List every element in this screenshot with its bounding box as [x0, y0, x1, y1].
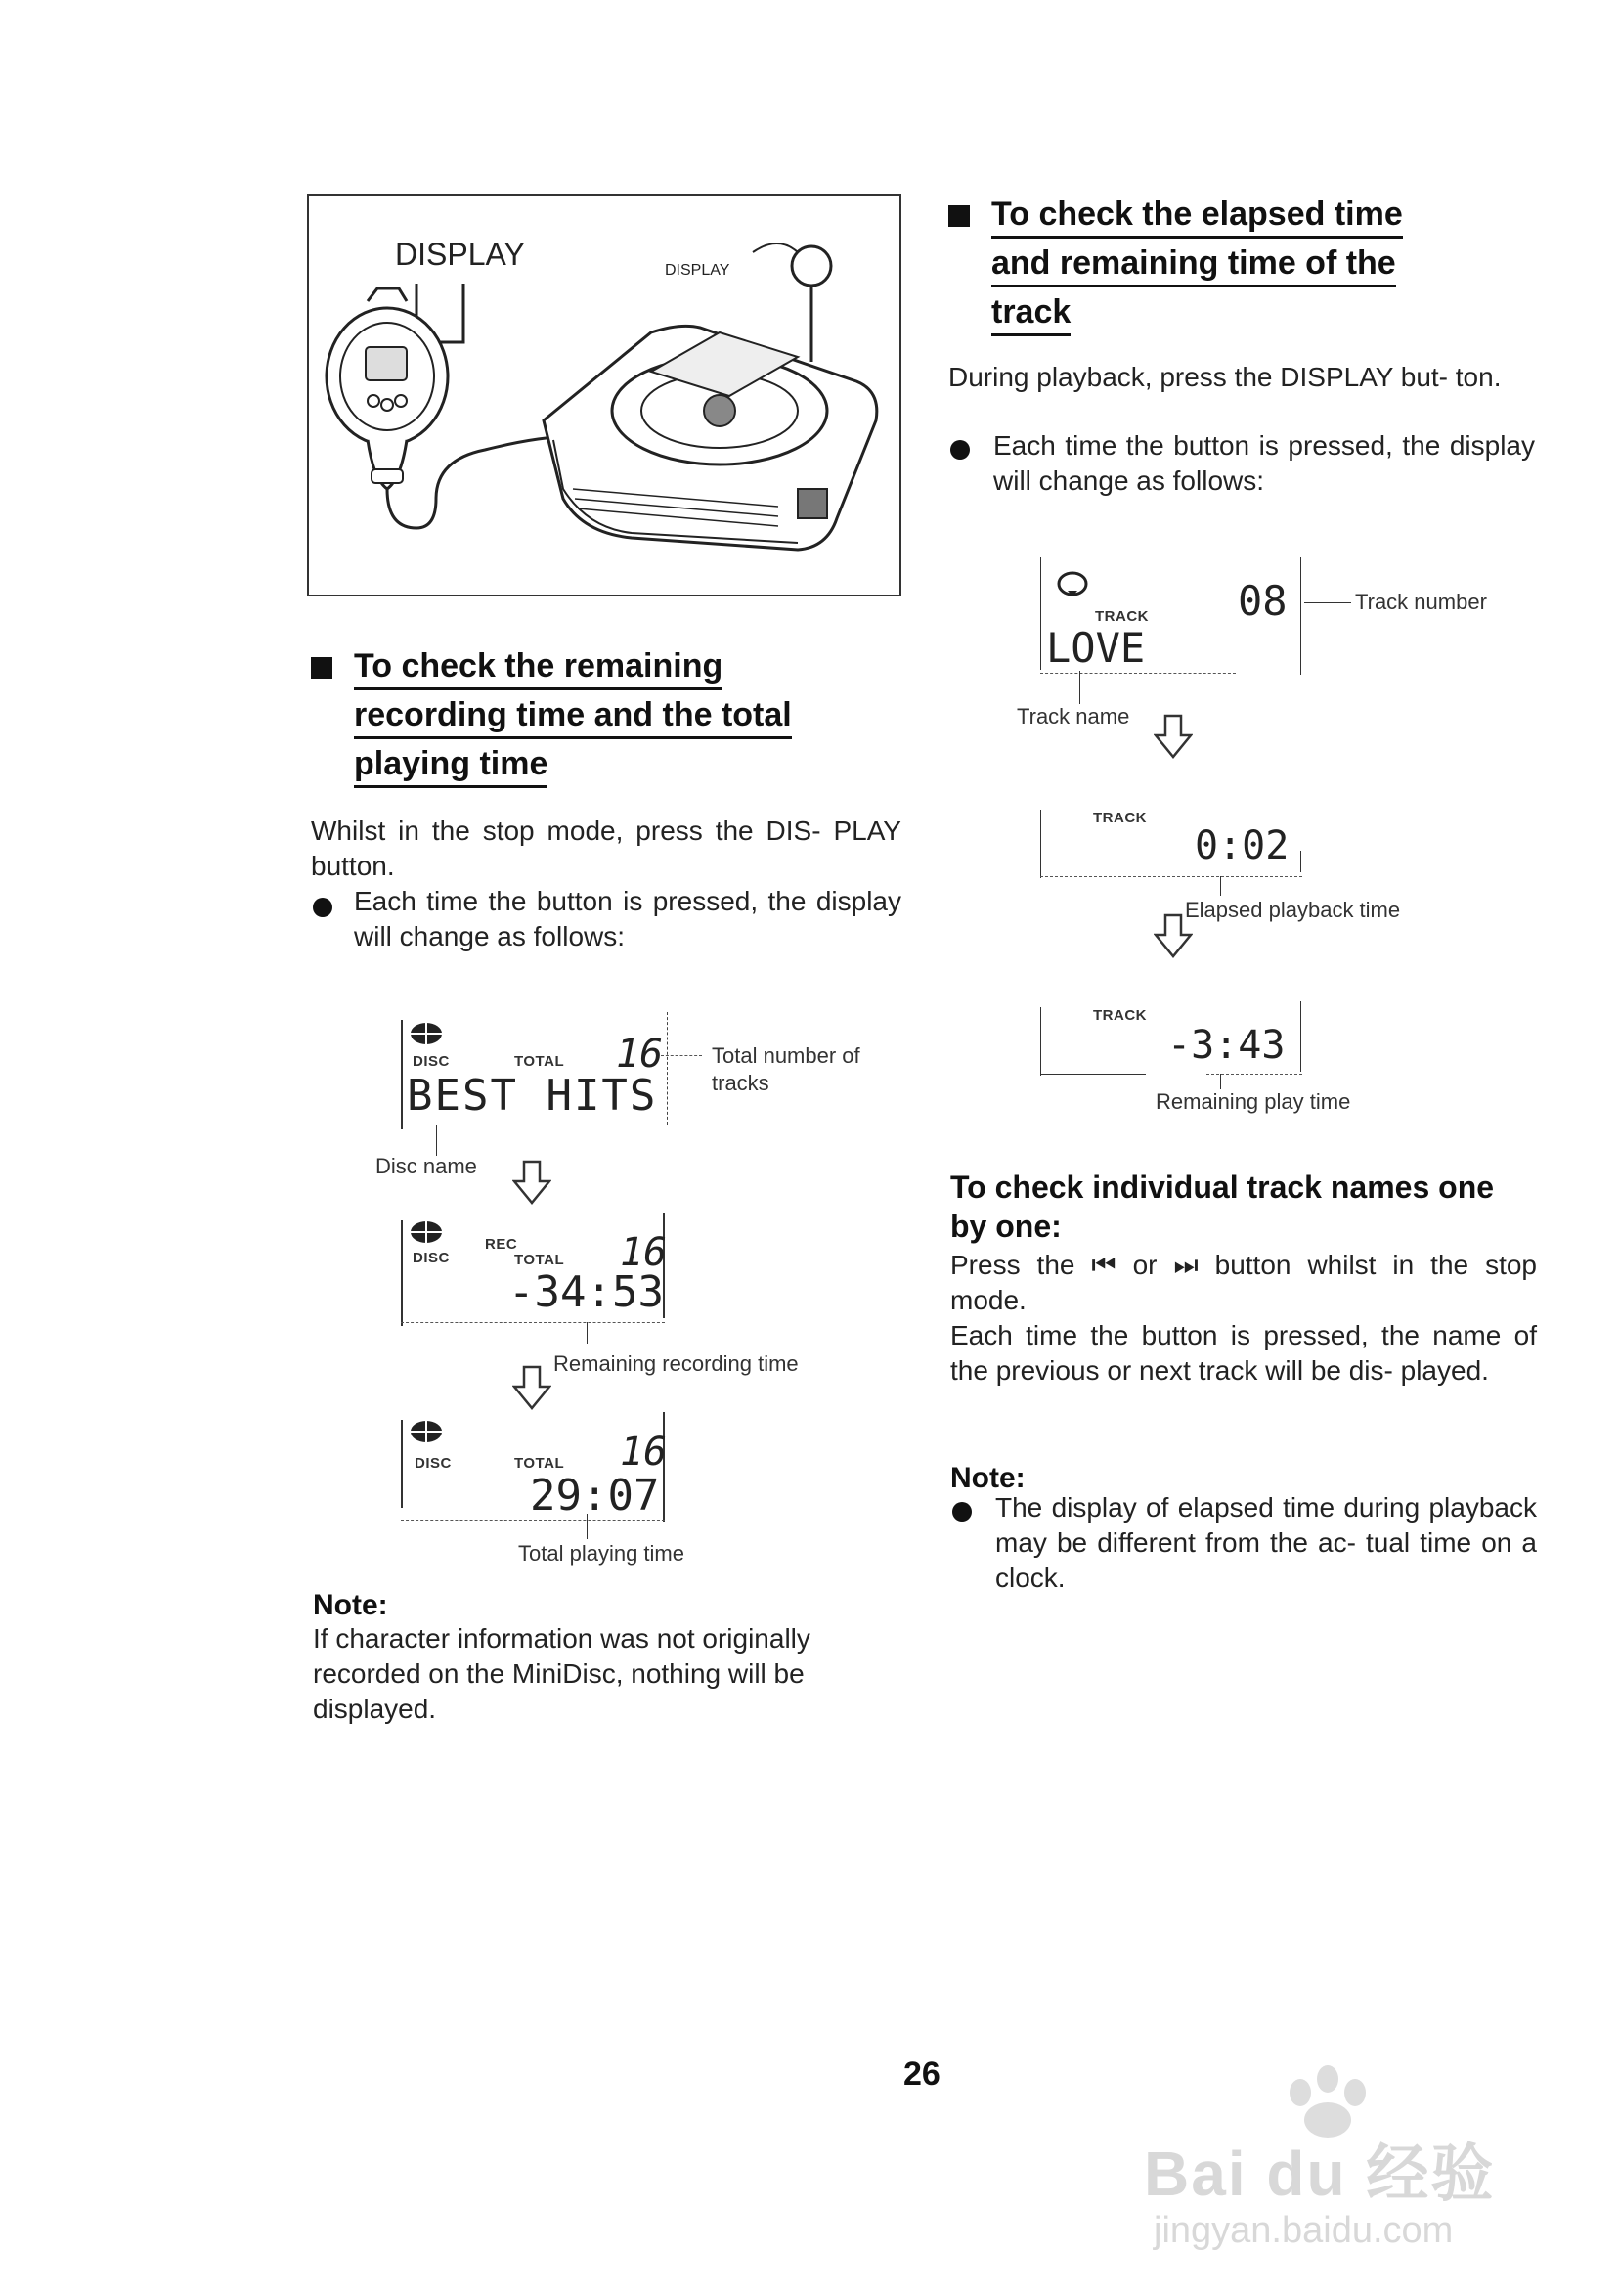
total-playing-caption: Total playing time: [518, 1541, 684, 1566]
track-names-heading: To check individual track names one by one:: [950, 1170, 1495, 1244]
bullet-icon: [313, 898, 332, 917]
left-note-text: If character information was not originally recorded on the MiniDisc, nothing will be displayed.: [313, 1623, 810, 1724]
display-small-label: DISPLAY: [665, 262, 730, 279]
disc-name-caption: Disc name: [375, 1154, 477, 1178]
elapsed-playback-caption: Elapsed playback time: [1185, 898, 1401, 922]
left-heading: To check the remaining recording time and the total playing time: [354, 641, 901, 788]
disc-label: DISC: [413, 1053, 450, 1070]
track-label: TRACK: [1093, 810, 1147, 826]
disc-icon: [409, 1218, 444, 1246]
lcd-total-playing: [401, 1412, 694, 1524]
bullet-icon: [950, 440, 970, 460]
right-intro: During playback, press the DISPLAY but- ton.: [948, 362, 1502, 392]
player-body-icon: [544, 326, 877, 550]
track-count: 16: [620, 1230, 668, 1275]
left-note-title: Note:: [313, 1589, 388, 1621]
track-count: 16: [620, 1430, 668, 1475]
track-names-text-1: Press the ⏮ or ⏭ button whilst in the stop mode.: [950, 1250, 1537, 1315]
total-playing-time: 29:07: [530, 1471, 660, 1521]
disc-label: DISC: [415, 1455, 452, 1472]
lcd-remaining-recording: [401, 1213, 694, 1325]
bullet-icon: [952, 1502, 972, 1522]
disc-label: DISC: [413, 1250, 450, 1266]
lcd-disc-name: [401, 1012, 694, 1129]
watermark-brand: Bai du 经验: [1144, 2139, 1496, 2209]
disc-name-text: BEST HITS: [407, 1071, 658, 1121]
total-label: TOTAL: [514, 1455, 565, 1472]
remaining-recording-time: -34:53: [508, 1267, 664, 1317]
section-marker-icon: [948, 205, 970, 227]
total-tracks-callout: Total number of tracks: [712, 1043, 860, 1095]
track-label: TRACK: [1093, 1007, 1147, 1024]
track-names-text-2: Each time the button is pressed, the name of the previous or next track will be dis- played.: [950, 1320, 1537, 1386]
track-count: 16: [616, 1032, 664, 1077]
page-number: 26: [903, 2055, 941, 2093]
right-note-text: The display of elapsed time during playback may be different from the ac- tual time on a clock.: [995, 1492, 1537, 1593]
watermark-url: jingyan.baidu.com: [1154, 2210, 1454, 2251]
track-name-text: LOVE: [1046, 624, 1146, 672]
remaining-play-time: -3:43: [1167, 1023, 1286, 1068]
track-label: TRACK: [1095, 608, 1149, 625]
disc-icon: [409, 1418, 444, 1445]
minidisc-player-drawing: [309, 196, 899, 595]
left-intro: Whilst in the stop mode, press the DIS- PLAY button.: [311, 816, 901, 881]
rec-label: REC: [485, 1236, 518, 1253]
track-name-caption: Track name: [1017, 704, 1130, 729]
device-illustration: [307, 194, 901, 596]
display-label: DISPLAY: [395, 237, 525, 272]
total-label: TOTAL: [514, 1053, 565, 1070]
total-label: TOTAL: [514, 1252, 565, 1268]
section-marker-icon: [311, 657, 332, 679]
track-number: 08: [1238, 577, 1288, 625]
left-bullet-text: Each time the button is pressed, the display will change as follows:: [354, 886, 901, 951]
right-bullet-text: Each time the button is pressed, the display will change as follows:: [993, 430, 1535, 496]
lcd-elapsed-time: [1040, 804, 1314, 877]
track-repeat-icon: [1056, 569, 1089, 598]
elapsed-playback-time: 0:02: [1195, 823, 1290, 868]
arrow-down-icon: [512, 1160, 551, 1205]
lcd-track-name: [1040, 557, 1324, 680]
remote-control-icon: [327, 288, 448, 489]
arrow-down-icon: [512, 1365, 551, 1410]
baidu-watermark: [1144, 2063, 1603, 2259]
remaining-play-caption: Remaining play time: [1156, 1089, 1351, 1114]
disc-icon: [409, 1020, 444, 1047]
arrow-down-icon: [1154, 714, 1193, 759]
track-number-callout: Track number: [1355, 590, 1487, 614]
remaining-recording-caption: Remaining recording time: [553, 1351, 799, 1376]
right-heading: To check the elapsed time and remaining time of the track: [991, 190, 1539, 336]
lcd-remaining-time: [1040, 1001, 1314, 1080]
right-note-title: Note:: [950, 1462, 1026, 1494]
